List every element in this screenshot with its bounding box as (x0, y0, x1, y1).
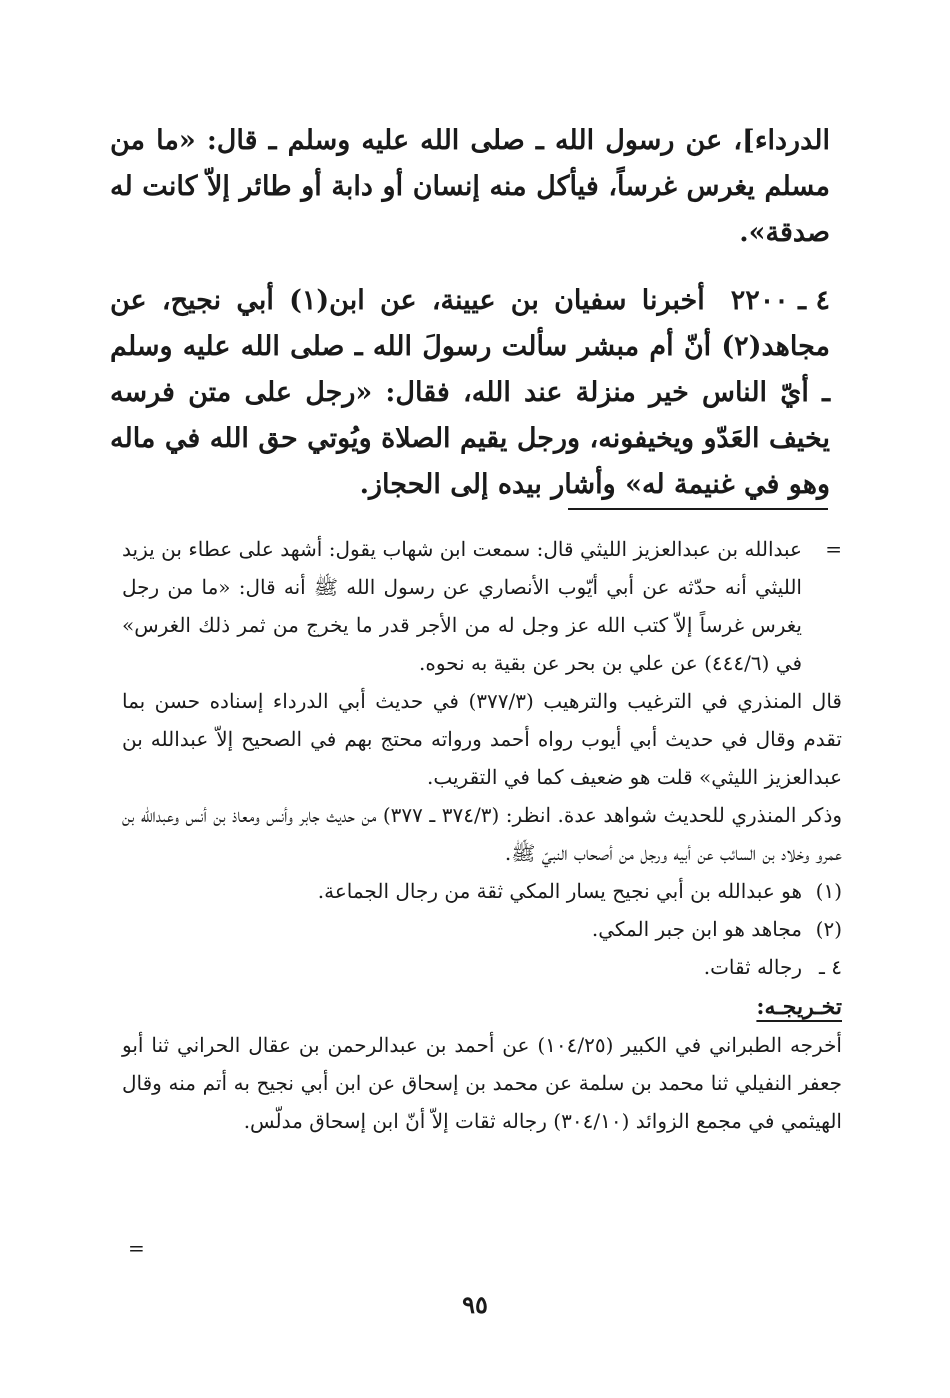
footnotes-section (122, 530, 842, 1140)
footnote-3 (122, 948, 842, 986)
takhrij-heading: تخـريجـه: (756, 994, 842, 1020)
main-paragraph-2 (110, 278, 830, 508)
footnote-1-number: (١) (815, 879, 842, 903)
footnote-3-text: رجاله ثقات. (703, 955, 802, 979)
end-continuation-mark: = (128, 1236, 145, 1260)
continuation-note-2: قال المنذري في الترغيب والترهيب (٣٧٧/٣) في حديث أبي الدرداء إسناده حسن بما تقدم وقال في حديث أبي أيوب رواه أحمد ورواته محتج بهم في الصحيح إلاّ عبدالله بن عبدالعزيز الليثي» قلت هو ضعيف كما في التقريب. (122, 689, 842, 789)
footnote-3-number: ٤ ـ (819, 955, 842, 979)
footnote-2 (122, 910, 842, 948)
footnote-2-text: مجاهد هو ابن جبر المكي. (591, 917, 802, 941)
hadith-number: ٤ ـ ٢٢٠٠ (730, 285, 830, 316)
page-number: ٩٥ (462, 1290, 488, 1319)
continuation-mark: = (825, 537, 842, 561)
footnote-1-text: هو عبدالله بن أبي نجيح يسار المكي ثقة من رجال الجماعة. (317, 879, 802, 903)
footnote-1 (122, 872, 842, 910)
main-text (110, 118, 830, 508)
footnote-2-number: (٢) (815, 917, 842, 941)
continuation-note-1 (122, 530, 842, 682)
continuation-note-3: وذكر المنذري للحديث شواهد عدة. انظر: (٣٧٤/٣ ـ ٣٧٧) من حديث جابر وأنس ومعاذ بن أنس وعبدالله بن عمرو وخلاد بن السائب عن أبيه ورجل من أصحاب النبيّ ﷺ. (122, 803, 843, 865)
hadith-text: أخبرنا سفيان بن عيينة، عن ابن(١) أبي نجيح، عن مجاهد(٢) أنّ أم مبشر سألت رسولَ الله ـ صلى الله عليه وسلم ـ أيّ الناس خير منزلة عند الله، فقال: «رجل على متن فرسه يخيف العَدّو ويخيفونه، ورجل يقيم الصلاة ويُوتي حق الله في ماله وهو في غنيمة له» وأشار بيده إلى الحجاز. (110, 285, 830, 500)
continuation-note-1-text: عبدالله بن عبدالعزيز الليثي قال: سمعت ابن شهاب يقول: أشهد على عطاء بن يزيد الليثي أنه حدّثه عن أبي أيّوب الأنصاري عن رسول الله ﷺ أنه قال: «ما من رجل يغرس غرساً إلاّ كتب الله عز وجل له من الأجر قدر ما يخرج من ثمر ذلك الغرس» في (٤٤٤/٦) عن علي بن بحر عن بقية به نحوه. (122, 537, 802, 675)
takhrij-text: أخرجه الطبراني في الكبير (١٠٤/٢٥) عن أحمد بن عبدالرحمن بن عقال الحراني ثنا أبو جعفر النفيلي ثنا محمد بن سلمة عن محمد بن إسحاق عن ابن أبي نجيح به أتم منه وقال الهيثمي في مجمع الزوائد (٣٠٤/١٠) رجاله ثقات إلاّ أنّ ابن إسحاق مدلّس. (122, 1033, 842, 1133)
footnote-divider (568, 508, 828, 510)
main-paragraph-1: الدرداء]، عن رسول الله ـ صلى الله عليه وسلم ـ قال: «ما من مسلم يغرس غرساً، فيأكل منه إنسان أو دابة أو طائر إلاّ كانت له صدقة». (110, 125, 830, 248)
